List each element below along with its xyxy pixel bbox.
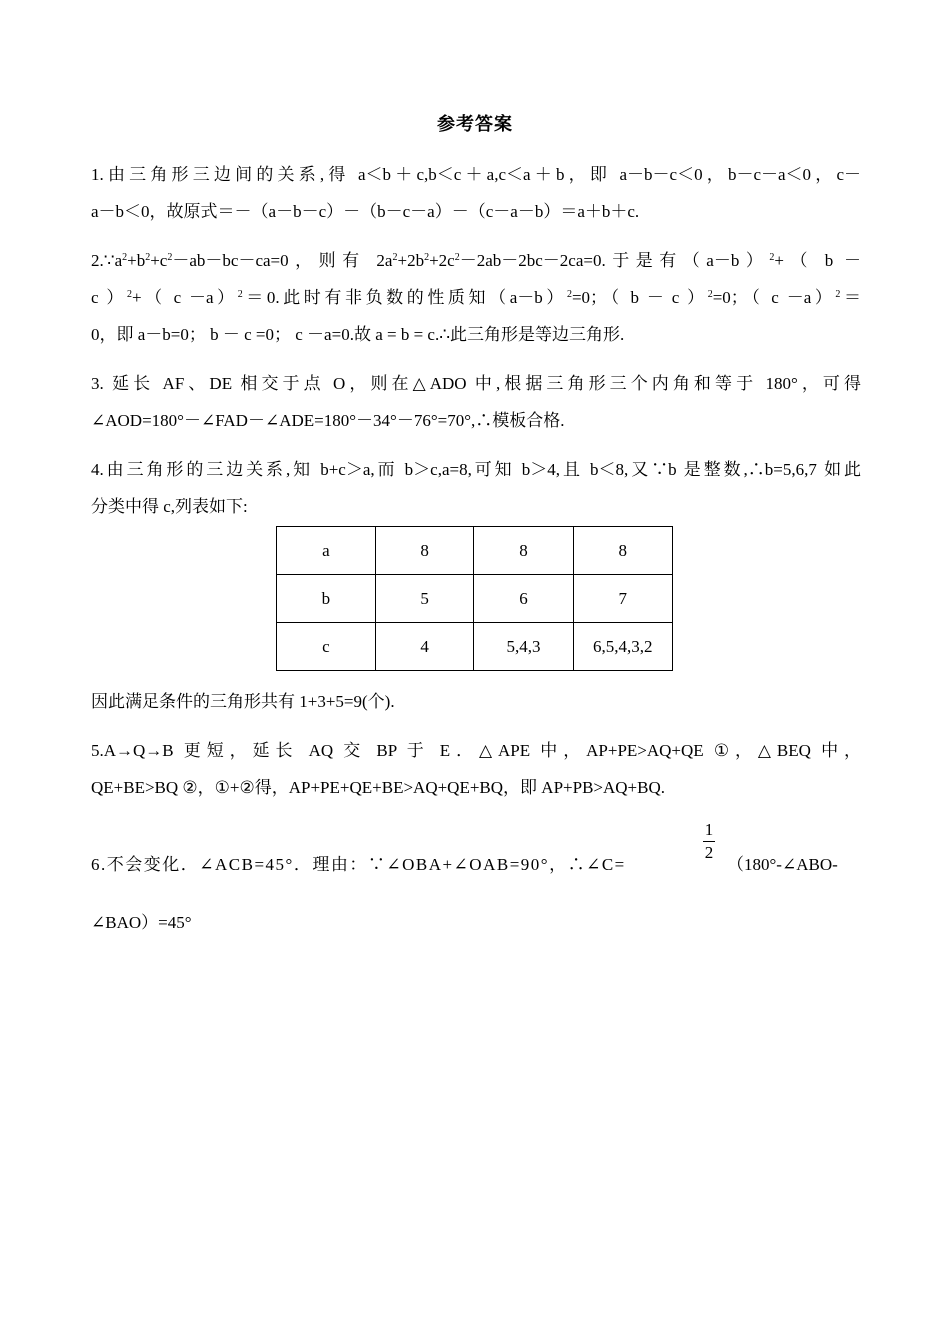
answer-2-line-3: 0，即 a－b=0； b － c =0； c －a=0.故 a = b = c.∴此三角形是等边三角形.	[91, 325, 625, 344]
table-cell: 5	[375, 575, 474, 623]
table-cell: c	[277, 623, 376, 671]
answer-4-line-1: 4.由三角形的三边关系,知 b+c＞a,而 b＞c,a=8,可知 b＞4,且 b＜8,又∵b 是整数,∴b=5,6,7 如此	[91, 460, 861, 479]
table-cell: 6,5,4,3,2	[573, 623, 672, 671]
page-title: 参考答案	[437, 114, 513, 134]
table-cell: b	[277, 575, 376, 623]
answer-5-line-1: 5.A→Q→B 更短，延长 AQ 交 BP 于 E．△APE 中，AP+PE>AQ+QE ①，△BEQ 中，	[91, 741, 861, 760]
table-cell: a	[277, 527, 376, 575]
table-cell: 5,4,3	[474, 623, 573, 671]
answer-6-line-1b: （180°-∠ABO-	[727, 855, 838, 874]
answer-1-line-2: a－b＜0，故原式＝－（a－b－c）－（b－c－a）－（c－a－b）＝a＋b＋c.	[91, 202, 640, 221]
table-cell: 7	[573, 575, 672, 623]
answer-6-line-2: ∠BAO）=45°	[91, 913, 192, 932]
answer-4-table	[276, 526, 673, 671]
answer-5-line-2: QE+BE>BQ ②，①+②得，AP+PE+QE+BE>AQ+QE+BQ，即 AP+PB>AQ+BQ.	[91, 778, 665, 797]
table-cell: 8	[474, 527, 573, 575]
table-cell: 6	[474, 575, 573, 623]
fraction-denominator: 2	[704, 843, 714, 862]
answer-3-line-1: 3. 延长 AF、DE 相交于点 O，则在△ADO 中,根据三角形三个内角和等于 180°，可得	[91, 374, 861, 393]
answer-6-line-1a: 6.不会变化．∠ACB=45°．理由：∵∠OBA+∠OAB=90°，∴∠C=	[91, 855, 626, 874]
fraction-bar	[703, 841, 715, 842]
table-row	[277, 623, 673, 671]
table-row	[277, 575, 673, 623]
fraction-numerator: 1	[704, 820, 714, 839]
answer-4-conclusion-text: 因此满足条件的三角形共有 1+3+5=9(个).	[91, 692, 395, 711]
answer-2-line-1: $2.\because a^2+b^2+c^2-ab-bc-ca=0$，则有 $2a^2+2b^2+2c^2-2ab-2bc-2ca=0$.于是有$(a-b)^2+$（ b －	[91, 251, 861, 270]
answer-4-line-2: 分类中得 c,列表如下:	[91, 497, 248, 516]
answer-1-line-1: 1.由三角形三边间的关系,得 a＜b＋c,b＜c＋a,c＜a＋b，即 a－b－c＜0，b－c－a＜0，c－	[91, 165, 861, 184]
table-row	[277, 527, 673, 575]
table-cell: 8	[375, 527, 474, 575]
answer-2-line-2: c ）$^2$+（ c －a）$^2$＝0.此时有非负数的性质知$(a-b)^2=0$；（ b － c ）$^2$=0；（ c －a）$^2$＝	[91, 288, 862, 307]
answer-3-line-2: ∠AOD=180°－∠FAD－∠ADE=180°－34°－76°=70°,∴模板合格.	[91, 411, 565, 430]
fraction-one-half	[703, 820, 715, 863]
table-cell: 8	[573, 527, 672, 575]
table-cell: 4	[375, 623, 474, 671]
